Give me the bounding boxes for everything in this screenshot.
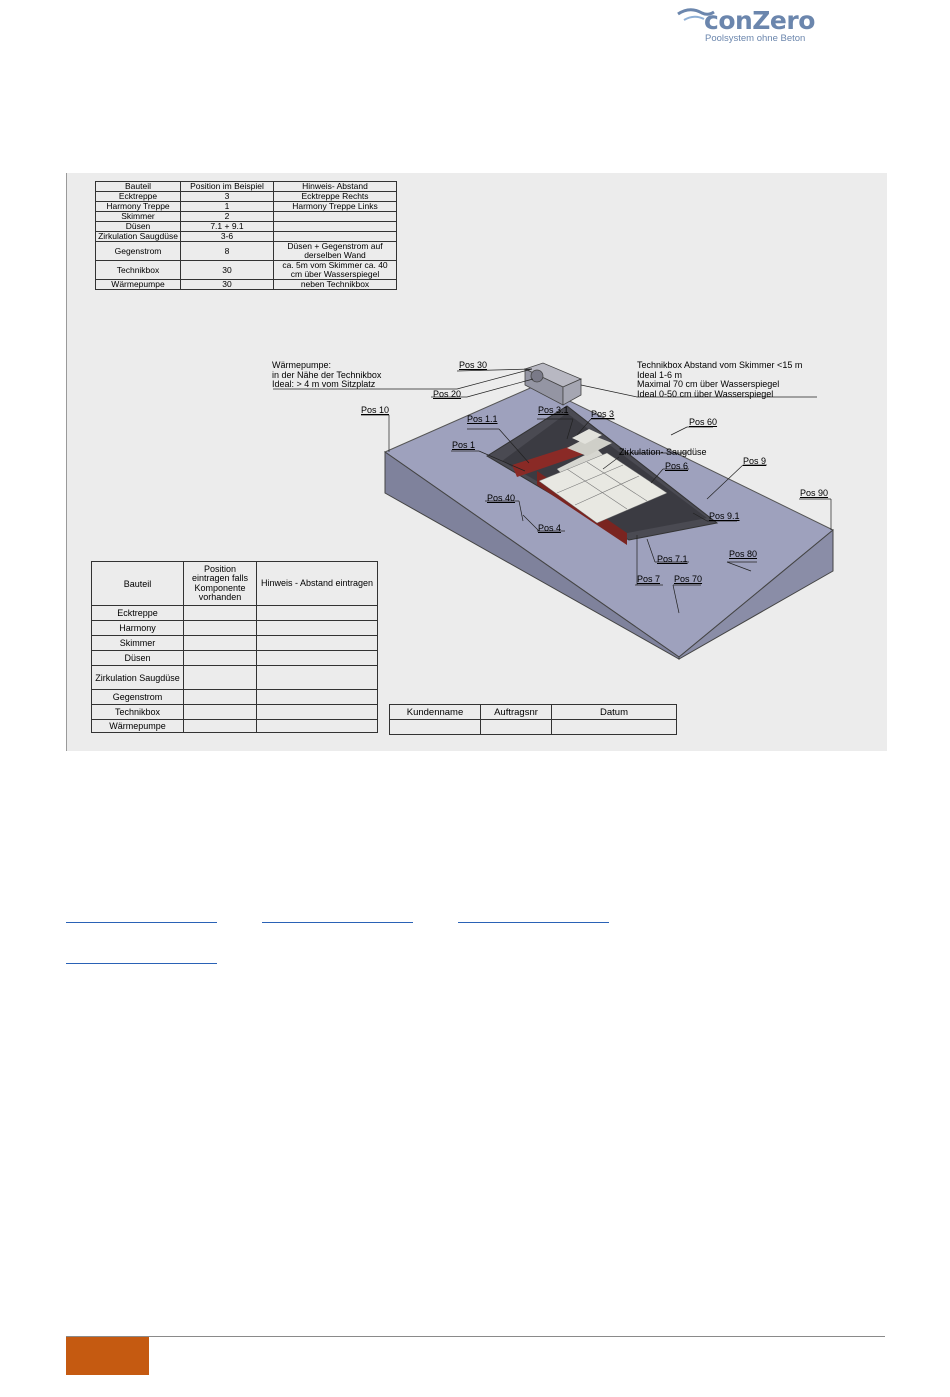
table-cell: Technikbox [96,261,181,280]
pos-label: Pos 4 [538,523,562,533]
note-line: Maximal 70 cm über Wasserspiegel [637,379,780,389]
pos-label: Pos 9 [743,456,767,466]
table-header: Hinweis - Abstand eintragen [257,562,378,606]
hint-field[interactable] [257,636,378,651]
pos-label: Pos 80 [729,549,758,559]
conzero-logo [676,4,816,44]
pos-label: Pos 1.1 [467,414,498,424]
table-cell: Technikbox [92,705,184,720]
note-line: Ideal: > 4 m vom Sitzplatz [272,379,376,389]
pos-label: Pos 90 [800,488,829,498]
pos-label: Pos 30 [459,360,488,370]
customer-name-field[interactable] [390,720,481,735]
note-line: Technikbox Abstand vom Skimmer <15 m [637,360,803,370]
table-cell: neben Technikbox [274,280,397,290]
table-row [92,720,378,733]
footer-divider [66,1336,885,1337]
note-line: Ideal 1-6 m [637,369,683,380]
table-cell: Düsen [92,651,184,666]
table-cell: Ecktreppe [96,192,181,202]
table-header: Position eintragen falls Komponente vorhanden [184,562,257,606]
table-cell: Ecktreppe Rechts [274,192,397,202]
footer-accent-block [66,1337,149,1375]
table-cell: 30 [181,261,274,280]
pos-label: Pos 60 [689,417,718,427]
note-line: Wärmepumpe: [272,360,332,370]
entry-table [91,561,378,733]
pos-label: Pos 7 [637,574,661,584]
table-cell: Düsen + Gegenstrom auf derselben Wand [274,242,397,261]
table-header: Bauteil [92,562,184,606]
pos-label: Pos 6 [665,461,689,471]
table-row [92,621,378,636]
date-field[interactable] [552,720,677,735]
table-header-row [92,562,378,606]
table-row [92,606,378,621]
hint-field[interactable] [257,705,378,720]
table-cell: Harmony Treppe [96,202,181,212]
table-cell: Düsen [96,222,181,232]
hint-field[interactable] [257,651,378,666]
table-cell: 2 [181,212,274,222]
table-cell: Wärmepumpe [92,720,184,733]
table-header: Kundenname [390,705,481,720]
hint-field[interactable] [257,606,378,621]
table-header-row [390,705,677,720]
table-cell: Zirkulation Saugdüse [92,666,184,690]
pool-plan-figure [66,173,887,751]
table-cell: 8 [181,242,274,261]
table-header: Datum [552,705,677,720]
table-row [92,636,378,651]
table-cell: Gegenstrom [92,690,184,705]
pos-label: Pos 3.1 [538,405,569,415]
table-cell: 7.1 + 9.1 [181,222,274,232]
position-field[interactable] [184,651,257,666]
order-number-field[interactable] [481,720,552,735]
table-header: Bauteil [96,182,181,192]
table-header: Auftragsnr [481,705,552,720]
table-header: Position im Beispiel [181,182,274,192]
hint-field[interactable] [257,720,378,733]
customer-table [389,704,677,735]
pos-label: Pos 3 [591,409,615,419]
hint-field[interactable] [257,621,378,636]
table-row [92,651,378,666]
pos-label: Pos 40 [487,493,516,503]
position-field[interactable] [184,666,257,690]
empty-link[interactable] [458,922,609,923]
zirkulation-label: Zirkulation- Saugdüse [619,447,707,457]
pos-label: Pos 9.1 [709,511,740,521]
table-cell: 3-6 [181,232,274,242]
note-line: in der Nähe der Technikbox [272,369,382,380]
table-row [92,666,378,690]
table-cell: Harmony Treppe Links [274,202,397,212]
pos-label: Pos 70 [674,574,703,584]
heat-pump [531,370,543,382]
empty-link[interactable] [66,963,217,964]
pos-label: Pos 10 [361,405,390,415]
pos-label: Pos 7.1 [657,554,688,564]
table-cell: Gegenstrom [96,242,181,261]
table-row [390,720,677,735]
table-cell: Zirkulation Saugdüse [96,232,181,242]
table-row [92,705,378,720]
hint-field[interactable] [257,690,378,705]
empty-link[interactable] [262,922,413,923]
position-field[interactable] [184,720,257,733]
table-cell: 1 [181,202,274,212]
note-line: Ideal 0-50 cm über Wasserspiegel [637,388,774,399]
pos-label: Pos 20 [433,389,462,399]
table-cell: ca. 5m vom Skimmer ca. 40 cm über Wasserspiegel [274,261,397,280]
position-field[interactable] [184,636,257,651]
table-cell: Skimmer [92,636,184,651]
waermepumpe-note [272,361,381,390]
table-row [92,690,378,705]
table-cell: Wärmepumpe [96,280,181,290]
table-cell: 30 [181,280,274,290]
empty-link[interactable] [66,922,217,923]
position-field[interactable] [184,705,257,720]
pos-label: Pos 1 [452,440,476,450]
logo-wordmark: conZero [704,6,815,35]
logo-tagline: Poolsystem ohne Beton [705,33,806,44]
table-cell: 3 [181,192,274,202]
table-header: Hinweis- Abstand [274,182,397,192]
position-field[interactable] [184,621,257,636]
table-cell: Skimmer [96,212,181,222]
table-cell: Harmony [92,621,184,636]
position-field[interactable] [184,606,257,621]
position-field[interactable] [184,690,257,705]
technikbox-note [637,361,802,399]
table-cell: Ecktreppe [92,606,184,621]
hint-field[interactable] [257,666,378,690]
